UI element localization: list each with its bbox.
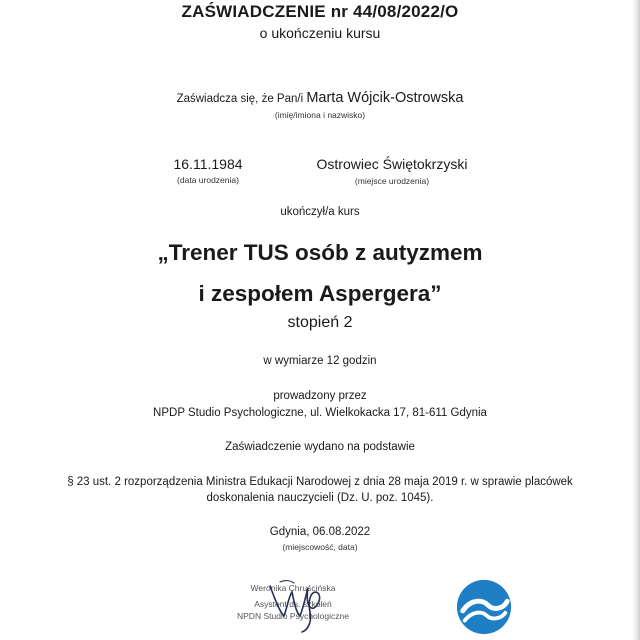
birth-place-caption: (miejsce urodzenia) — [354, 176, 430, 186]
certificate-title: ZAŚWIADCZENIE nr 44/08/2022/O — [181, 2, 459, 21]
recipient-name: Marta Wójcik-Ostrowska — [306, 90, 464, 106]
certifies-line — [0, 90, 640, 106]
signatory-role: Asystent ds. szkoleń — [254, 599, 332, 609]
completed-text: ukończył/a kurs — [280, 206, 360, 218]
signatory-org: NPDN Studio Psychologiczne — [237, 611, 349, 621]
issue-place-date: Gdynia, 06.08.2022 — [269, 526, 371, 538]
conducted-by-label: prowadzony przez — [273, 390, 367, 402]
birth-place: Ostrowiec Świętokrzyski — [316, 156, 468, 172]
course-duration: w wymiarze 12 godzin — [263, 355, 377, 367]
birth-date-caption: (data urodzenia) — [177, 175, 239, 185]
certificate-subtitle: o ukończeniu kursu — [259, 25, 381, 41]
certifies-prefix: Zaświadcza się, że Pan/i — [176, 93, 304, 105]
birth-date: 16.11.1984 — [173, 156, 243, 172]
name-caption: (imię/imiona i nazwisko) — [274, 110, 366, 120]
course-title-line-2: i zespołem Aspergera” — [198, 281, 442, 306]
legal-basis-line-2: doskonalenia nauczycieli (Dz. U. poz. 1045). — [206, 492, 434, 504]
legal-basis-line-1: § 23 ust. 2 rozporządzenia Ministra Edukacji Narodowej z dnia 28 maja 2019 r. w sprawie placówek — [67, 476, 573, 488]
course-level: stopień 2 — [287, 314, 353, 331]
issue-place-date-caption: (miejscowość, data) — [282, 542, 358, 552]
course-title-line-1: „Trener TUS osób z autyzmem — [157, 240, 483, 265]
handwritten-signature — [262, 572, 332, 636]
organization-logo — [455, 578, 513, 636]
basis-label: Zaświadczenie wydano na podstawie — [225, 441, 415, 453]
course-provider: NPDP Studio Psychologiczne, ul. Wielkokacka 17, 81-611 Gdynia — [153, 407, 487, 419]
signatory-name: Weronika Chruścińska — [250, 583, 336, 593]
